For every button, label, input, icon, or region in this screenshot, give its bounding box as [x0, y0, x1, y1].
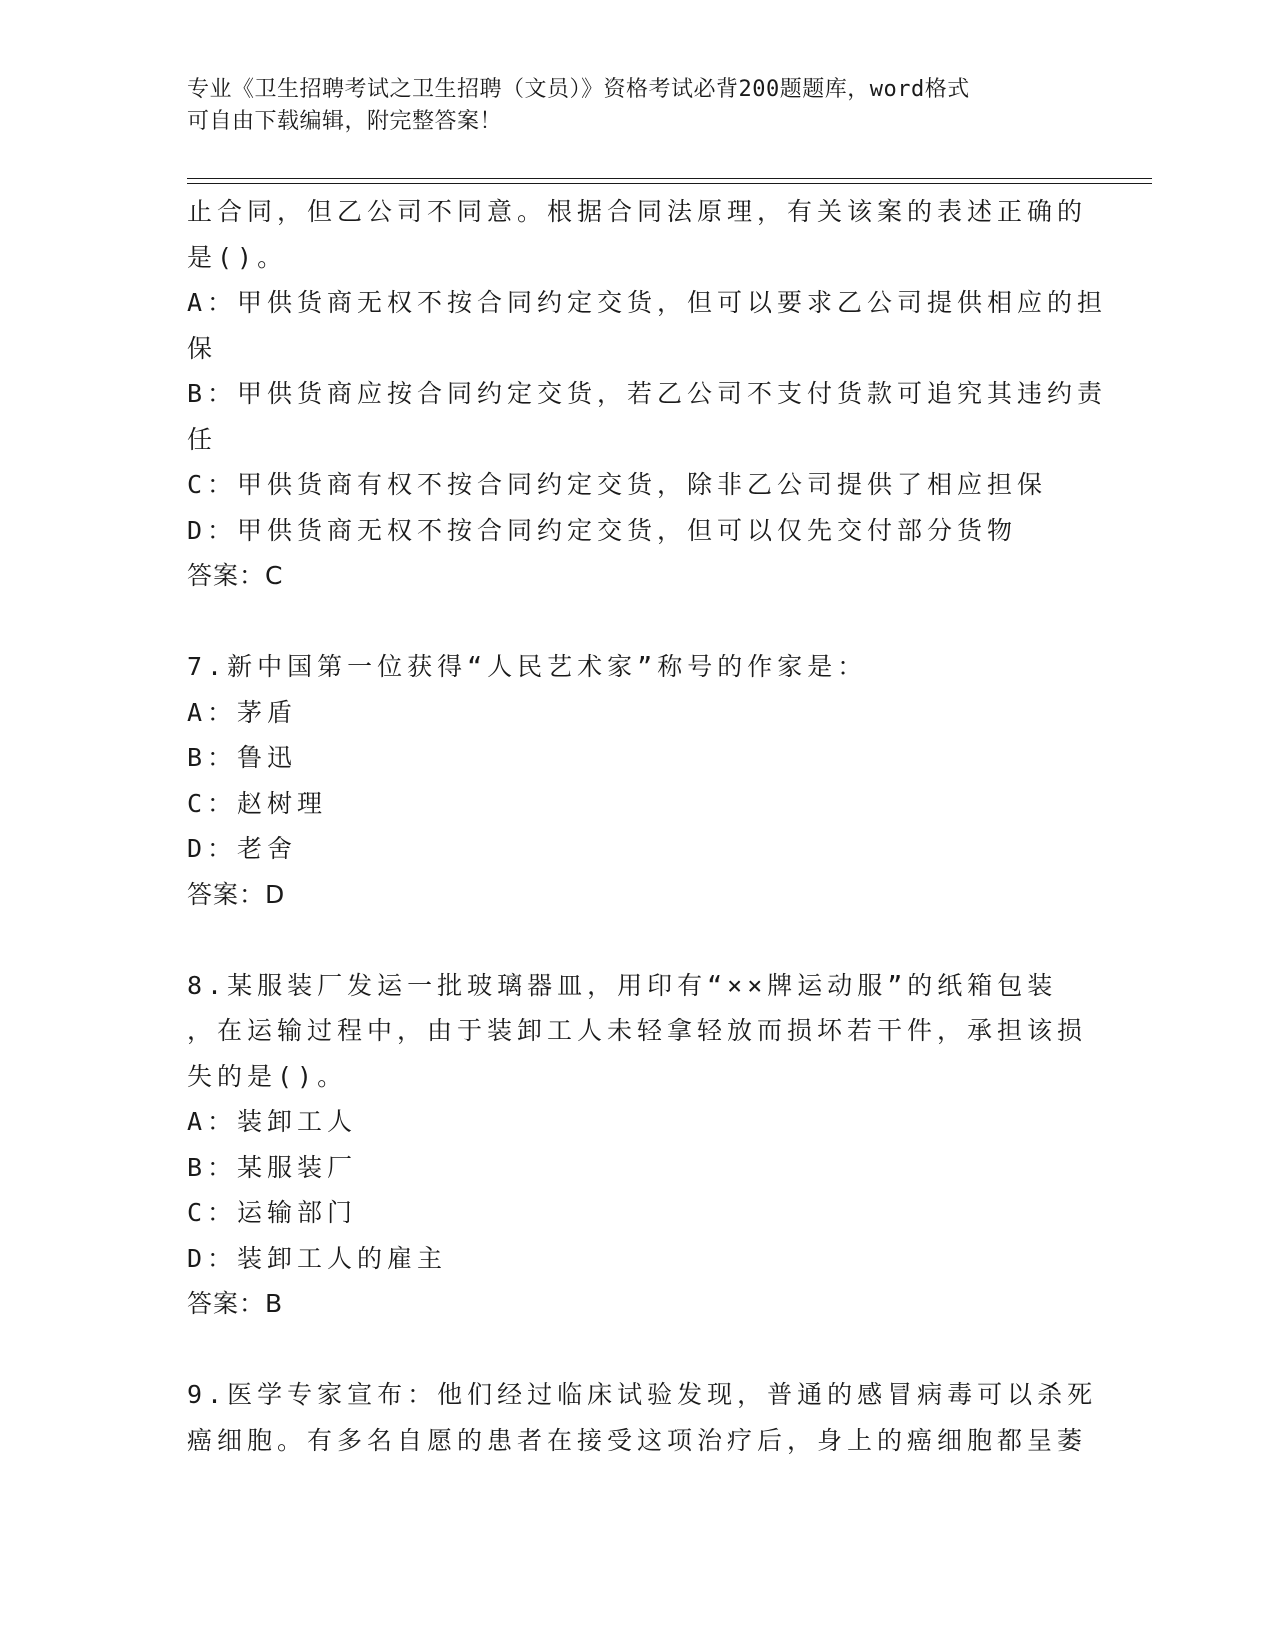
spacer	[187, 917, 1087, 963]
question-9	[187, 1372, 1098, 1463]
question-stem-line: 癌细胞。有多名自愿的患者在接受这项治疗后，身上的癌细胞都呈萎	[187, 1425, 1088, 1455]
question-stem-line: 止合同，但乙公司不同意。根据合同法原理，有关该案的表述正确的	[187, 197, 1088, 226]
option-a: A：装卸工人	[187, 1107, 358, 1136]
option-a: A：甲供货商无权不按合同约定交货，但可以要求乙公司提供相应的担	[187, 288, 1108, 317]
answer-line: 答案：C	[187, 561, 284, 590]
question-stem-line: 是()。	[187, 242, 288, 272]
answer-line: 答案：B	[187, 1289, 284, 1318]
option-c: C：甲供货商有权不按合同约定交货，除非乙公司提供了相应担保	[187, 470, 1048, 499]
header-rule-bottom	[187, 183, 1152, 184]
question-stem-line: ，在运输过程中，由于装卸工人未轻拿轻放而损坏若干件，承担该损	[187, 1016, 1088, 1045]
question-stem-line: 8.某服装厂发运一批玻璃器皿，用印有“××牌运动服”的纸箱包装	[187, 970, 1058, 1000]
option-b: B：鲁迅	[187, 743, 298, 772]
spacer	[187, 599, 1087, 645]
page-header	[187, 74, 1067, 138]
header-line-1: 专业《卫生招聘考试之卫生招聘（文员）》资格考试必背200题题库，word格式	[187, 77, 970, 102]
option-b: B：某服装厂	[187, 1152, 358, 1182]
option-b: B：甲供货商应按合同约定交货，若乙公司不支付货款可追究其违约责	[187, 379, 1108, 408]
spacer	[187, 1327, 1087, 1373]
header-line-2: 可自由下载编辑，附完整答案！	[187, 109, 503, 134]
question-6	[187, 189, 1108, 599]
answer-line: 答案：D	[187, 879, 286, 909]
option-d: D：老舍	[187, 834, 298, 863]
option-c: C：赵树理	[187, 788, 328, 818]
question-8	[187, 963, 1087, 1327]
question-stem-line: 失的是()。	[187, 1061, 348, 1091]
option-c: C：运输部门	[187, 1198, 358, 1227]
option-a: A：茅盾	[187, 697, 298, 727]
question-stem-line: 9.医学专家宣布：他们经过临床试验发现，普通的感冒病毒可以杀死	[187, 1380, 1098, 1409]
option-d: D：甲供货商无权不按合同约定交货，但可以仅先交付部分货物	[187, 515, 1018, 545]
question-stem-line: 7.新中国第一位获得“人民艺术家”称号的作家是：	[187, 652, 868, 681]
header-rule-top	[187, 178, 1152, 179]
option-d: D：装卸工人的雇主	[187, 1243, 448, 1273]
document-body	[187, 189, 1108, 1463]
question-7	[187, 644, 1087, 917]
option-b-continued: 任	[187, 424, 218, 454]
option-a-continued: 保	[187, 333, 218, 363]
